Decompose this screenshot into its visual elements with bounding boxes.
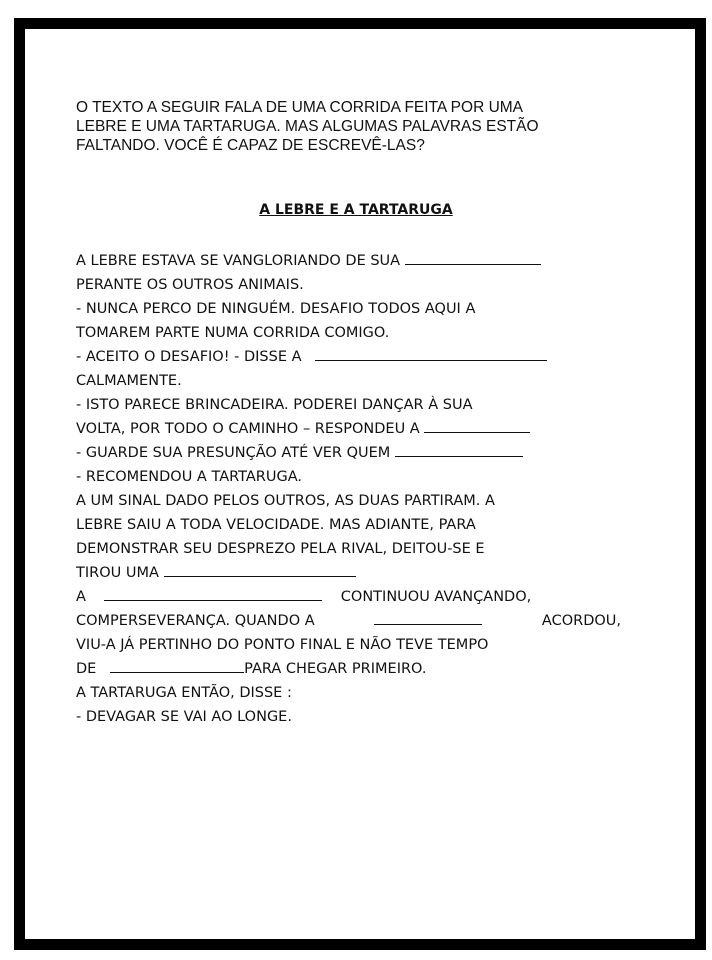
- story-line-11: A UM SINAL DADO PELOS OUTROS, AS DUAS PARTIRAM. A: [76, 493, 495, 509]
- instructions: [76, 98, 636, 155]
- story-text-8: VOLTA, POR TODO O CAMINHO – RESPONDEU A: [76, 421, 420, 437]
- story-line-8: [76, 417, 621, 441]
- story-text-15b: CONTINUOU AVANÇANDO,: [340, 589, 532, 605]
- answer-blank-8[interactable]: [110, 657, 244, 673]
- story-line-16: [76, 609, 621, 633]
- answer-blank-7[interactable]: [374, 609, 482, 625]
- story-text-5: - ACEITO O DESAFIO! - DISSE A: [76, 349, 302, 365]
- story-text: [76, 249, 621, 729]
- story-line-2: PERANTE OS OUTROS ANIMAIS.: [76, 277, 304, 293]
- answer-blank-3[interactable]: [424, 417, 530, 433]
- instructions-line-2: LEBRE E UMA TARTARUGA. MAS ALGUMAS PALAVRAS ESTÃO: [76, 118, 539, 135]
- answer-blank-4[interactable]: [395, 441, 523, 457]
- answer-blank-6[interactable]: [104, 585, 322, 601]
- story-text-15a: A: [76, 589, 86, 605]
- story-line-1: [76, 249, 621, 273]
- story-line-9: [76, 441, 621, 465]
- story-text-16: COMPERSEVERANÇA. QUANDO A: [76, 613, 315, 629]
- story-line-5: [76, 345, 621, 369]
- answer-blank-5[interactable]: [164, 561, 356, 577]
- story-text-18a: DE: [76, 661, 97, 677]
- story-line-15: [76, 585, 621, 609]
- answer-blank-2[interactable]: [315, 345, 547, 361]
- story-text-18b: PARA CHEGAR PRIMEIRO.: [244, 661, 427, 677]
- story-line-6: CALMAMENTE.: [76, 373, 182, 389]
- story-line-19: A TARTARUGA ENTÃO, DISSE :: [76, 685, 292, 701]
- story-line-13: DEMONSTRAR SEU DESPREZO PELA RIVAL, DEITOU-SE E: [76, 541, 485, 557]
- answer-blank-1[interactable]: [405, 249, 541, 265]
- story-line-10: - RECOMENDOU A TARTARUGA.: [76, 469, 302, 485]
- story-title: A LEBRE E A TARTARUGA: [259, 202, 453, 218]
- instructions-line-1: O TEXTO A SEGUIR FALA DE UMA CORRIDA FEITA POR UMA: [76, 99, 524, 116]
- story-line-4: TOMAREM PARTE NUMA CORRIDA COMIGO.: [76, 325, 390, 341]
- story-line-20: - DEVAGAR SE VAI AO LONGE.: [76, 709, 292, 725]
- story-line-12: LEBRE SAIU A TODA VELOCIDADE. MAS ADIANTE, PARA: [76, 517, 476, 533]
- instructions-line-3: FALTANDO. VOCÊ É CAPAZ DE ESCREVÊ-LAS?: [76, 137, 425, 154]
- story-line-18: [76, 657, 621, 681]
- story-text-16b: ACORDOU,: [541, 613, 621, 629]
- story-text-14: TIROU UMA: [76, 565, 159, 581]
- story-line-14: [76, 561, 621, 585]
- story-line-17: VIU-A JÁ PERTINHO DO PONTO FINAL E NÃO TEVE TEMPO: [76, 637, 489, 653]
- story-line-3: - NUNCA PERCO DE NINGUÉM. DESAFIO TODOS AQUI A: [76, 301, 476, 317]
- story-line-7: - ISTO PARECE BRINCADEIRA. PODEREI DANÇAR À SUA: [76, 397, 473, 413]
- story-text-9: - GUARDE SUA PRESUNÇÃO ATÉ VER QUEM: [76, 445, 391, 461]
- story-text-1: A LEBRE ESTAVA SE VANGLORIANDO DE SUA: [76, 253, 401, 269]
